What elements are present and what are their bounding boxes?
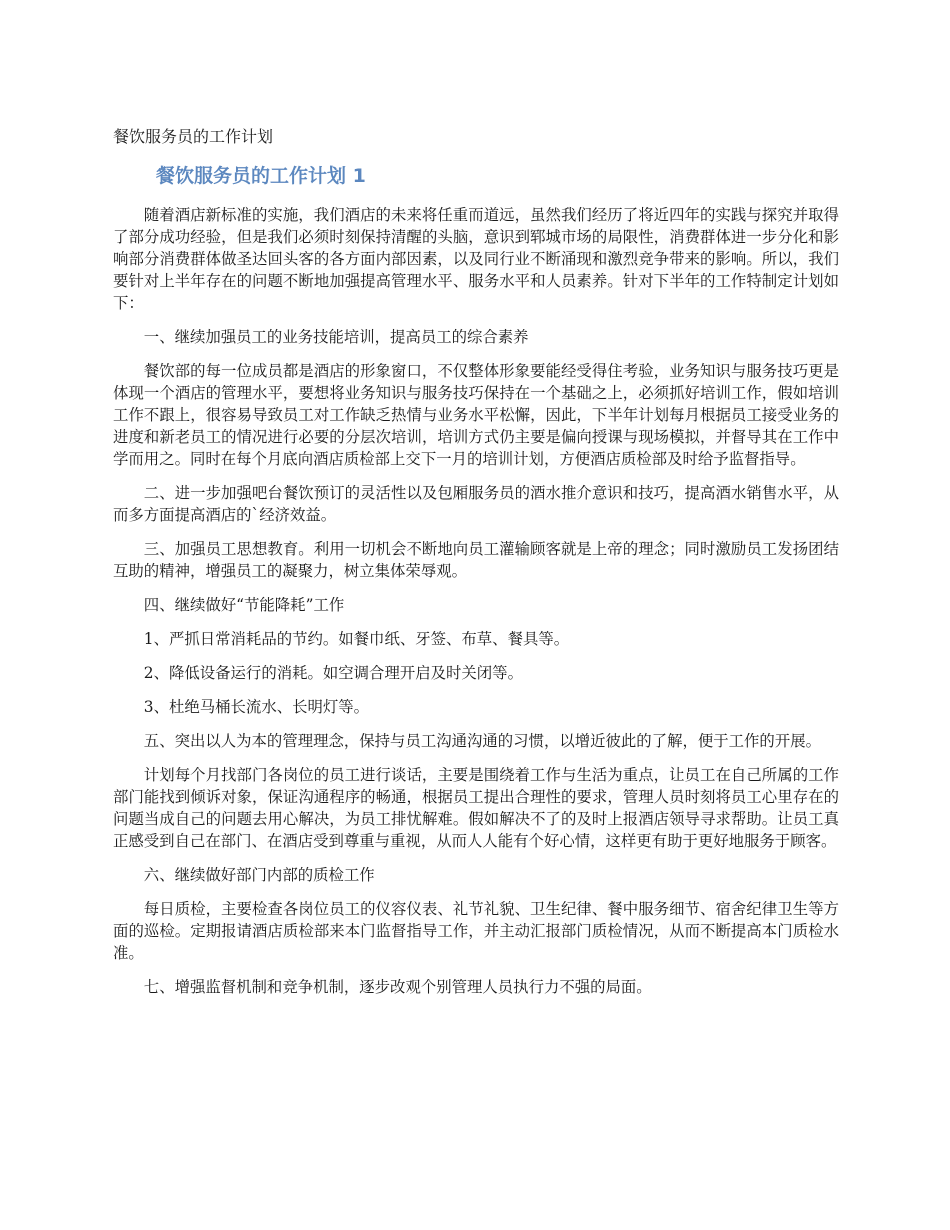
paragraph-item-4-heading: 四、继续做好“节能降耗”工作 xyxy=(143,596,345,614)
section-heading: 餐饮服务员的工作计划 1 xyxy=(156,165,366,187)
paragraph-subitem-1: 1、严抓日常消耗品的节约。如餐巾纸、牙签、布草、餐具等。 xyxy=(143,630,570,648)
paragraph-item-6-heading: 六、继续做好部门内部的质检工作 xyxy=(143,866,375,884)
paragraph-subitem-3: 3、杜绝马桶长流水、长明灯等。 xyxy=(143,698,370,716)
paragraph-item-5-heading: 五、突出以人为本的管理理念，保持与员工沟通沟通的习惯，以增近彼此的了解，便于工作的开展。 xyxy=(143,732,821,750)
paragraph-subitem-2: 2、降低设备运行的消耗。如空调合理开启及时关闭等。 xyxy=(143,664,523,682)
paragraph-item-7: 七、增强监督机制和竞争机制，逐步改观个别管理人员执行力不强的局面。 xyxy=(143,978,652,996)
paragraph-item-3: 三、加强员工思想教育。利用一切机会不断地向员工灌输顾客就是上帝的理念；同时激励员工发扬团结互助的精神，增强员工的凝聚力，树立集体荣辱观。 xyxy=(113,540,839,580)
paragraph-item-1-heading: 一、继续加强员工的业务技能培训，提高员工的综合素养 xyxy=(143,328,529,346)
paragraph-intro: 随着酒店新标准的实施，我们酒店的未来将任重而道远，虽然我们经历了将近四年的实践与探究并取得了部分成功经验，但是我们必须时刻保持清醒的头脑，意识到郓城市场的局限性，消费群体进一步分化和影响部分消费群体做圣达回头客的各方面内部因素，以及同行业不断涌现和激烈竞争带来的影响。所以，我们要针对上半年存在的问题不断地加强提高管理水平、服务水平和人员素养。针对下半年的工作特制定计划如下： xyxy=(113,206,839,312)
paragraph-item-6-detail: 每日质检，主要检查各岗位员工的仪容仪表、礼节礼貌、卫生纪律、餐中服务细节、宿舍纪律卫生等方面的巡检。定期报请酒店质检部来本门监督指导工作，并主动汇报部门质检情况，从而不断提高本门质检水准。 xyxy=(113,900,839,962)
paragraph-item-2: 二、进一步加强吧台餐饮预订的灵活性以及包厢服务员的酒水推介意识和技巧，提高酒水销售水平，从而多方面提高酒店的`经济效益。 xyxy=(113,484,839,524)
document-title: 餐饮服务员的工作计划 xyxy=(113,127,274,146)
paragraph-item-5-detail: 计划每个月找部门各岗位的员工进行谈话，主要是围绕着工作与生活为重点，让员工在自己所属的工作部门能找到倾诉对象，保证沟通程序的畅通，根据员工提出合理性的要求，管理人员时刻将员工心里存在的问题当成自己的问题去用心解决，为员工排忧解难。假如解决不了的及时上报酒店领导寻求帮助。让员工真正感受到自己在部门、在酒店受到尊重与重视，从而人人能有个好心情，这样更有助于更好地服务于顾客。 xyxy=(113,766,839,850)
document-body xyxy=(113,204,839,1010)
paragraph-item-1-detail: 餐饮部的每一位成员都是酒店的形象窗口，不仅整体形象要能经受得住考验，业务知识与服务技巧更是体现一个酒店的管理水平，要想将业务知识与服务技巧保持在一个基础之上，必须抓好培训工作，假如培训工作不跟上，很容易导致员工对工作缺乏热情与业务水平松懈，因此，下半年计划每月根据员工接受业务的进度和新老员工的情况进行必要的分层次培训，培训方式仍主要是偏向授课与现场模拟，并督导其在工作中学而用之。同时在每个月底向酒店质检部上交下一月的培训计划，方便酒店质检部及时给予监督指导。 xyxy=(113,362,839,468)
